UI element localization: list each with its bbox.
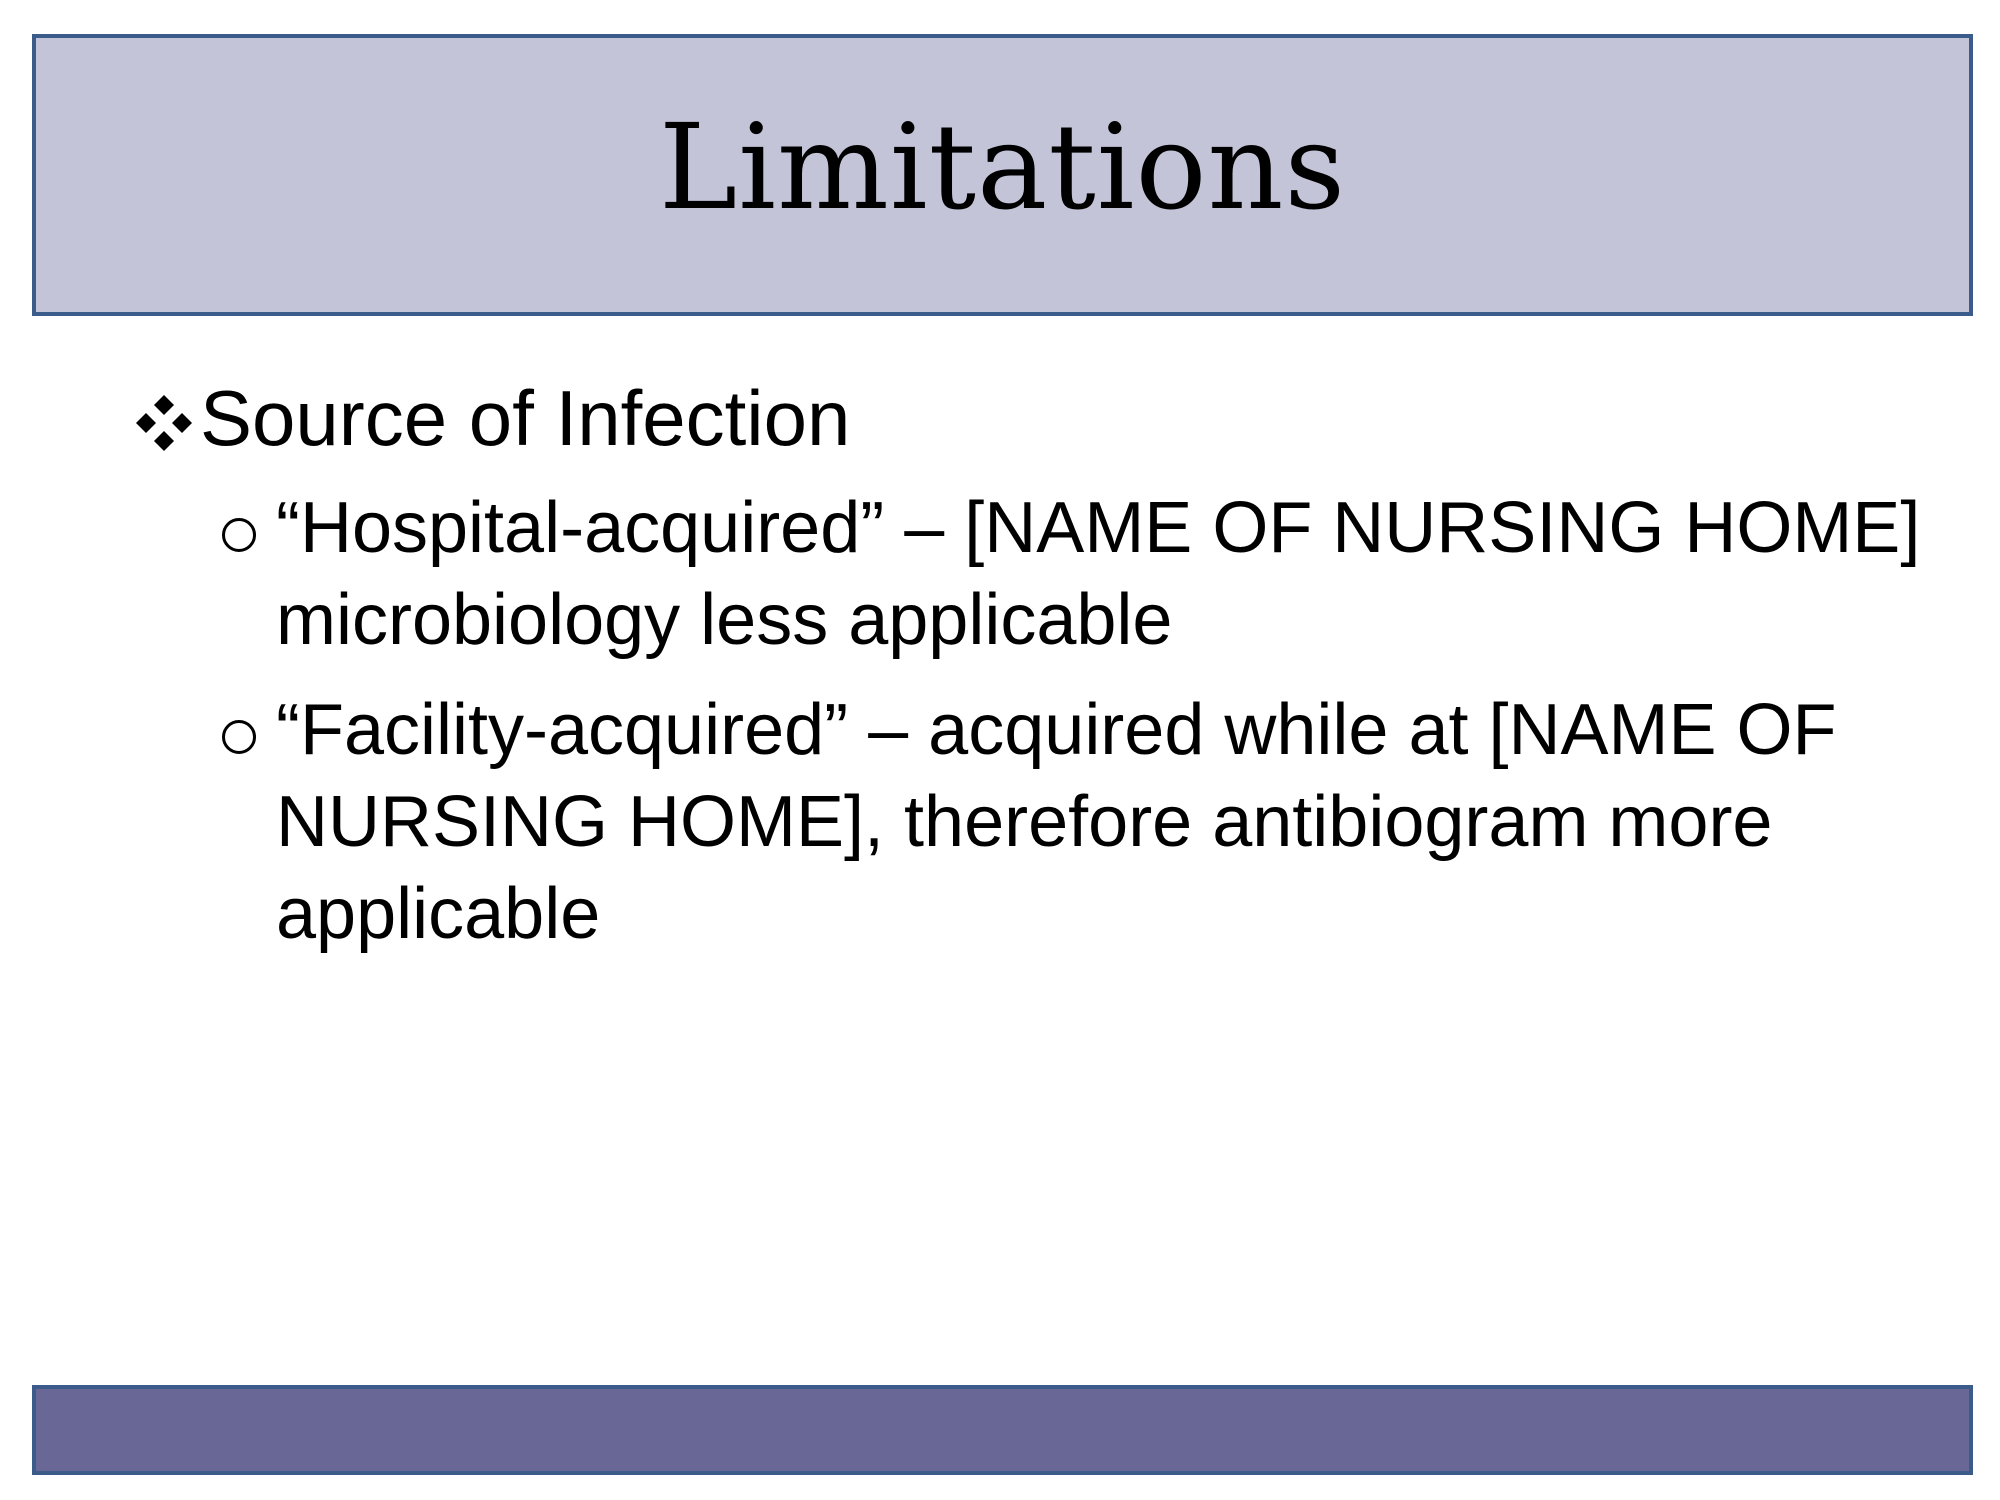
four-diamond-icon xyxy=(130,384,198,452)
slide-content xyxy=(130,372,1930,960)
hollow-circle-icon xyxy=(222,518,256,552)
hollow-circle-icon xyxy=(222,720,256,754)
footer-band xyxy=(32,1385,1973,1475)
sub-bullet-item xyxy=(222,684,1930,960)
slide-title: Limitations xyxy=(658,98,1347,236)
sub-bullet-text: “Facility-acquired” – acquired while at [NAME OF NURSING HOME], therefore antibiogram more applicable xyxy=(276,690,1837,954)
bullet-text: Source of Infection xyxy=(200,374,851,462)
title-band xyxy=(32,34,1973,316)
bullet-item xyxy=(130,372,1930,464)
sub-bullet-text: “Hospital-acquired” – [NAME OF NURSING HOME] microbiology less applicable xyxy=(276,488,1921,660)
sub-bullet-item xyxy=(222,482,1930,666)
